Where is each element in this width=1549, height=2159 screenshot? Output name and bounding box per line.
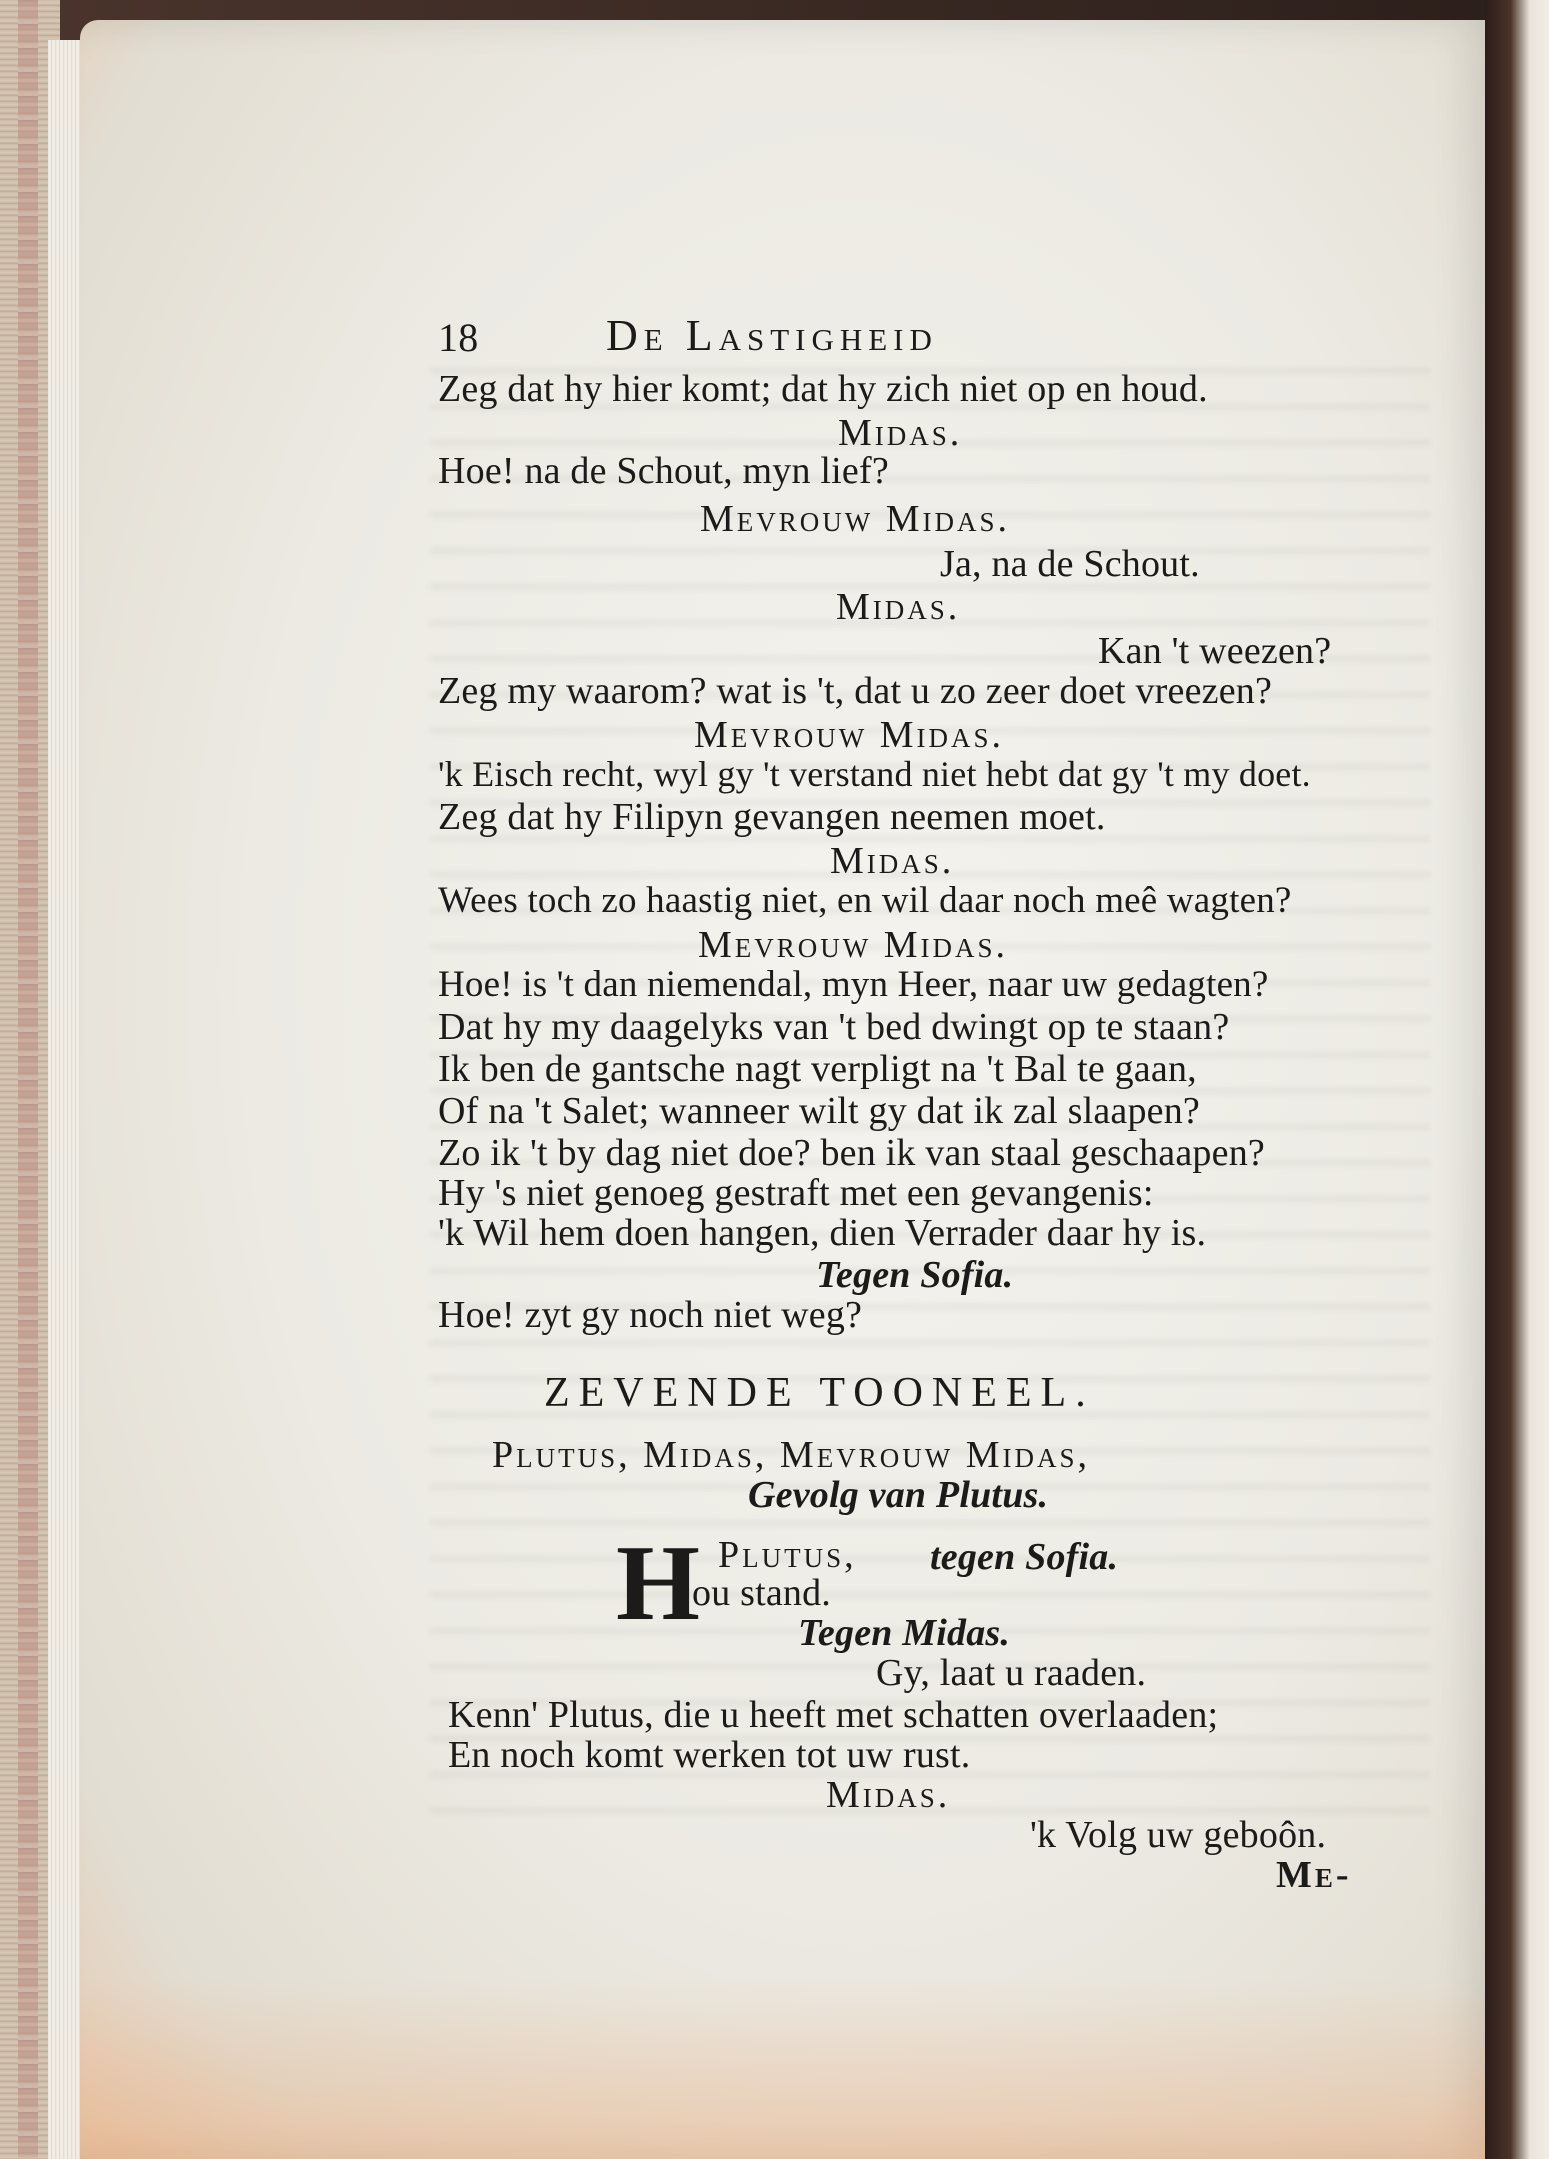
speaker-heading: Midas.: [836, 586, 961, 628]
scene-title: ZEVENDE TOONEEL.: [544, 1370, 1095, 1416]
speaker-heading: Midas.: [830, 840, 955, 882]
verse-line: Hoe! na de Schout, myn lief?: [438, 450, 889, 492]
speaker-heading: Mevrouw Midas.: [700, 498, 1011, 540]
verse-line: Zeg my waarom? wat is 't, dat u zo zeer doet vreezen?: [438, 670, 1273, 712]
verse-line: Zeg dat hy hier komt; dat hy zich niet op en houd.: [438, 368, 1208, 410]
running-title: De Lastigheid: [606, 311, 938, 360]
verse-line: Dat hy my daagelyks van 't bed dwingt op te staan?: [438, 1006, 1230, 1048]
speaker-heading: Mevrouw Midas.: [698, 924, 1009, 966]
verse-line: Zo ik 't by dag niet doe? ben ik van staal geschaapen?: [438, 1132, 1265, 1174]
stage-direction: Tegen Midas.: [798, 1612, 1011, 1654]
verse-line: En noch komt werken tot uw rust.: [448, 1734, 971, 1776]
verse-line: ou stand.: [692, 1572, 832, 1614]
verse-line: 'k Wil hem doen hangen, dien Verrader daar hy is.: [438, 1212, 1207, 1254]
verse-line: Of na 't Salet; wanneer wilt gy dat ik zal slaapen?: [438, 1090, 1200, 1132]
verse-line: Hoe! is 't dan niemendal, myn Heer, naar uw gedagten?: [438, 964, 1269, 1005]
stage-direction: Tegen Sofia.: [816, 1254, 1014, 1296]
verse-line: Gy, laat u raaden.: [876, 1652, 1147, 1694]
stage-direction: tegen Sofia.: [930, 1536, 1119, 1578]
speaker-heading: Midas.: [826, 1774, 951, 1816]
verse-line: 'k Volg uw geboôn.: [1030, 1814, 1327, 1856]
page-number: 18: [438, 315, 479, 360]
catchword: Me-: [1276, 1854, 1352, 1896]
scene-followers: Gevolg van Plutus.: [748, 1474, 1049, 1516]
speaker-heading: Mevrouw Midas.: [694, 714, 1005, 756]
verse-line: Zeg dat hy Filipyn gevangen neemen moet.: [438, 796, 1106, 838]
verse-line: Kan 't weezen?: [1098, 630, 1332, 672]
verse-line: Kenn' Plutus, die u heeft met schatten overlaaden;: [448, 1694, 1219, 1736]
verse-line: Ik ben de gantsche nagt verpligt na 't Bal te gaan,: [438, 1048, 1197, 1090]
verse-line: Hy 's niet genoeg gestraft met een gevangenis:: [438, 1172, 1154, 1214]
verse-line: Wees toch zo haastig niet, en wil daar noch meê wagten?: [438, 880, 1292, 921]
verse-line: Ja, na de Schout.: [940, 543, 1200, 585]
speaker-heading: Plutus,: [718, 1534, 857, 1576]
verse-line: Hoe! zyt gy noch niet weg?: [438, 1294, 863, 1336]
verse-line: 'k Eisch recht, wyl gy 't verstand niet hebt dat gy 't my doet.: [438, 754, 1311, 794]
drop-cap: H: [616, 1524, 701, 1643]
speaker-heading: Midas.: [838, 412, 963, 454]
scene-characters: Plutus, Midas, Mevrouw Midas,: [492, 1434, 1090, 1476]
